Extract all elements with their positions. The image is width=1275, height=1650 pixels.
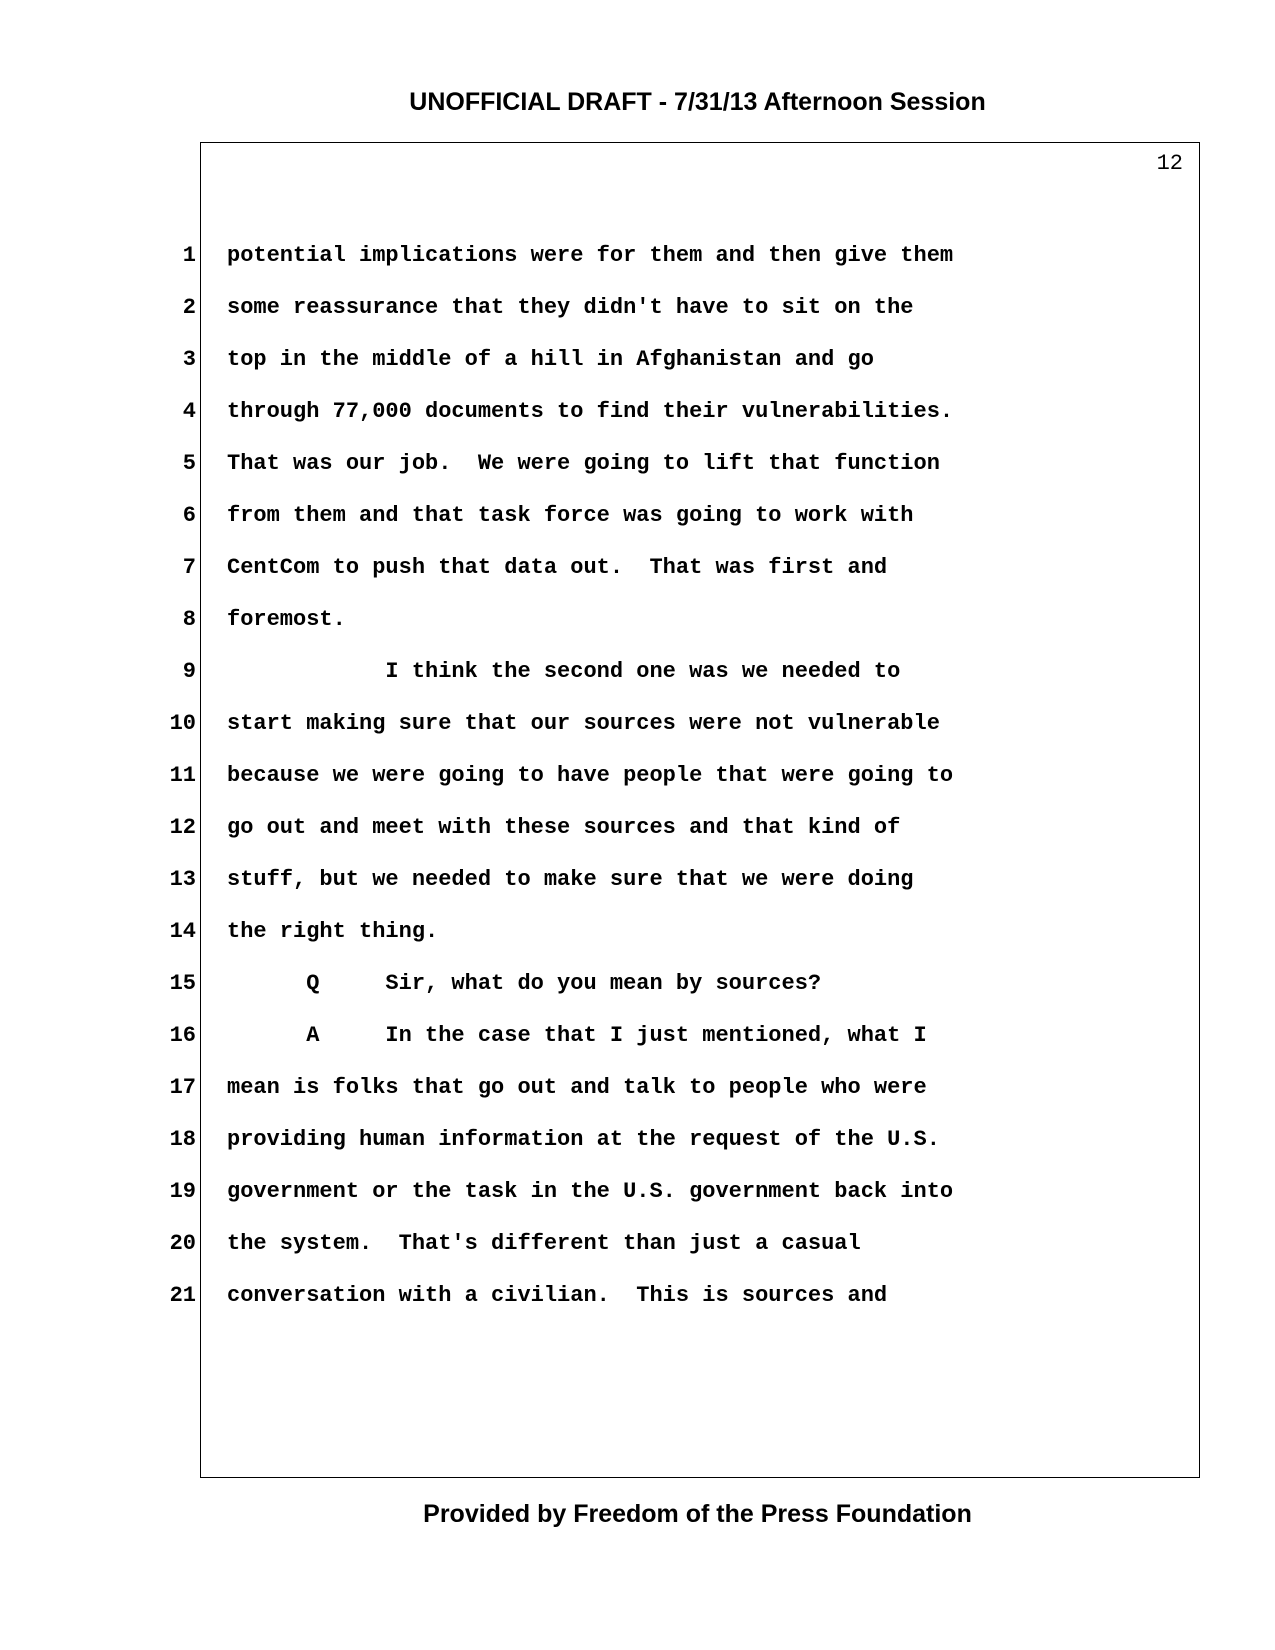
line-number: 18 bbox=[169, 1127, 196, 1152]
transcript-line: stuff, but we needed to make sure that we were doing bbox=[227, 867, 914, 892]
line-number: 17 bbox=[169, 1075, 196, 1100]
transcript-line: Q Sir, what do you mean by sources? bbox=[227, 971, 822, 996]
line-number: 11 bbox=[169, 763, 196, 788]
transcript-line: providing human information at the request of the U.S. bbox=[227, 1127, 940, 1152]
transcript-line: I think the second one was we needed to bbox=[227, 659, 901, 684]
transcript-line: CentCom to push that data out. That was first and bbox=[227, 555, 888, 580]
line-number: 19 bbox=[169, 1179, 196, 1204]
line-number: 21 bbox=[169, 1283, 196, 1308]
transcript-text-column bbox=[227, 230, 1187, 1322]
transcript-line: because we were going to have people that were going to bbox=[227, 763, 954, 788]
line-number: 16 bbox=[169, 1023, 196, 1048]
line-number: 8 bbox=[182, 607, 196, 632]
transcript-line: That was our job. We were going to lift that function bbox=[227, 451, 940, 476]
line-number: 5 bbox=[182, 451, 196, 476]
line-number: 9 bbox=[182, 659, 196, 684]
transcript-line: from them and that task force was going to work with bbox=[227, 503, 914, 528]
line-number: 20 bbox=[169, 1231, 196, 1256]
line-number: 4 bbox=[182, 399, 196, 424]
transcript-line: some reassurance that they didn't have to sit on the bbox=[227, 295, 914, 320]
transcript-line: A In the case that I just mentioned, what I bbox=[227, 1023, 927, 1048]
line-number: 2 bbox=[182, 295, 196, 320]
line-number: 7 bbox=[182, 555, 196, 580]
line-number: 1 bbox=[182, 243, 196, 268]
line-number: 13 bbox=[169, 867, 196, 892]
transcript-line: start making sure that our sources were not vulnerable bbox=[227, 711, 940, 736]
transcript-line: go out and meet with these sources and that kind of bbox=[227, 815, 901, 840]
line-number: 3 bbox=[182, 347, 196, 372]
document-header: UNOFFICIAL DRAFT - 7/31/13 Afternoon Session bbox=[409, 88, 986, 116]
document-footer: Provided by Freedom of the Press Foundation bbox=[423, 1500, 972, 1528]
transcript-line: the right thing. bbox=[227, 919, 439, 944]
transcript-line: mean is folks that go out and talk to people who were bbox=[227, 1075, 927, 1100]
page-number: 12 bbox=[1156, 151, 1183, 176]
transcript-line: foremost. bbox=[227, 607, 346, 632]
transcript-line: through 77,000 documents to find their vulnerabilities. bbox=[227, 399, 954, 424]
transcript-line: potential implications were for them and then give them bbox=[227, 243, 954, 268]
line-number: 14 bbox=[169, 919, 196, 944]
transcript-line: the system. That's different than just a casual bbox=[227, 1231, 861, 1256]
line-number: 15 bbox=[169, 971, 196, 996]
transcript-line: top in the middle of a hill in Afghanistan and go bbox=[227, 347, 874, 372]
transcript-line: conversation with a civilian. This is sources and bbox=[227, 1283, 888, 1308]
line-number: 12 bbox=[169, 815, 196, 840]
line-number: 6 bbox=[182, 503, 196, 528]
line-number: 10 bbox=[169, 711, 196, 736]
transcript-line: government or the task in the U.S. government back into bbox=[227, 1179, 954, 1204]
line-number-column bbox=[150, 230, 196, 1322]
